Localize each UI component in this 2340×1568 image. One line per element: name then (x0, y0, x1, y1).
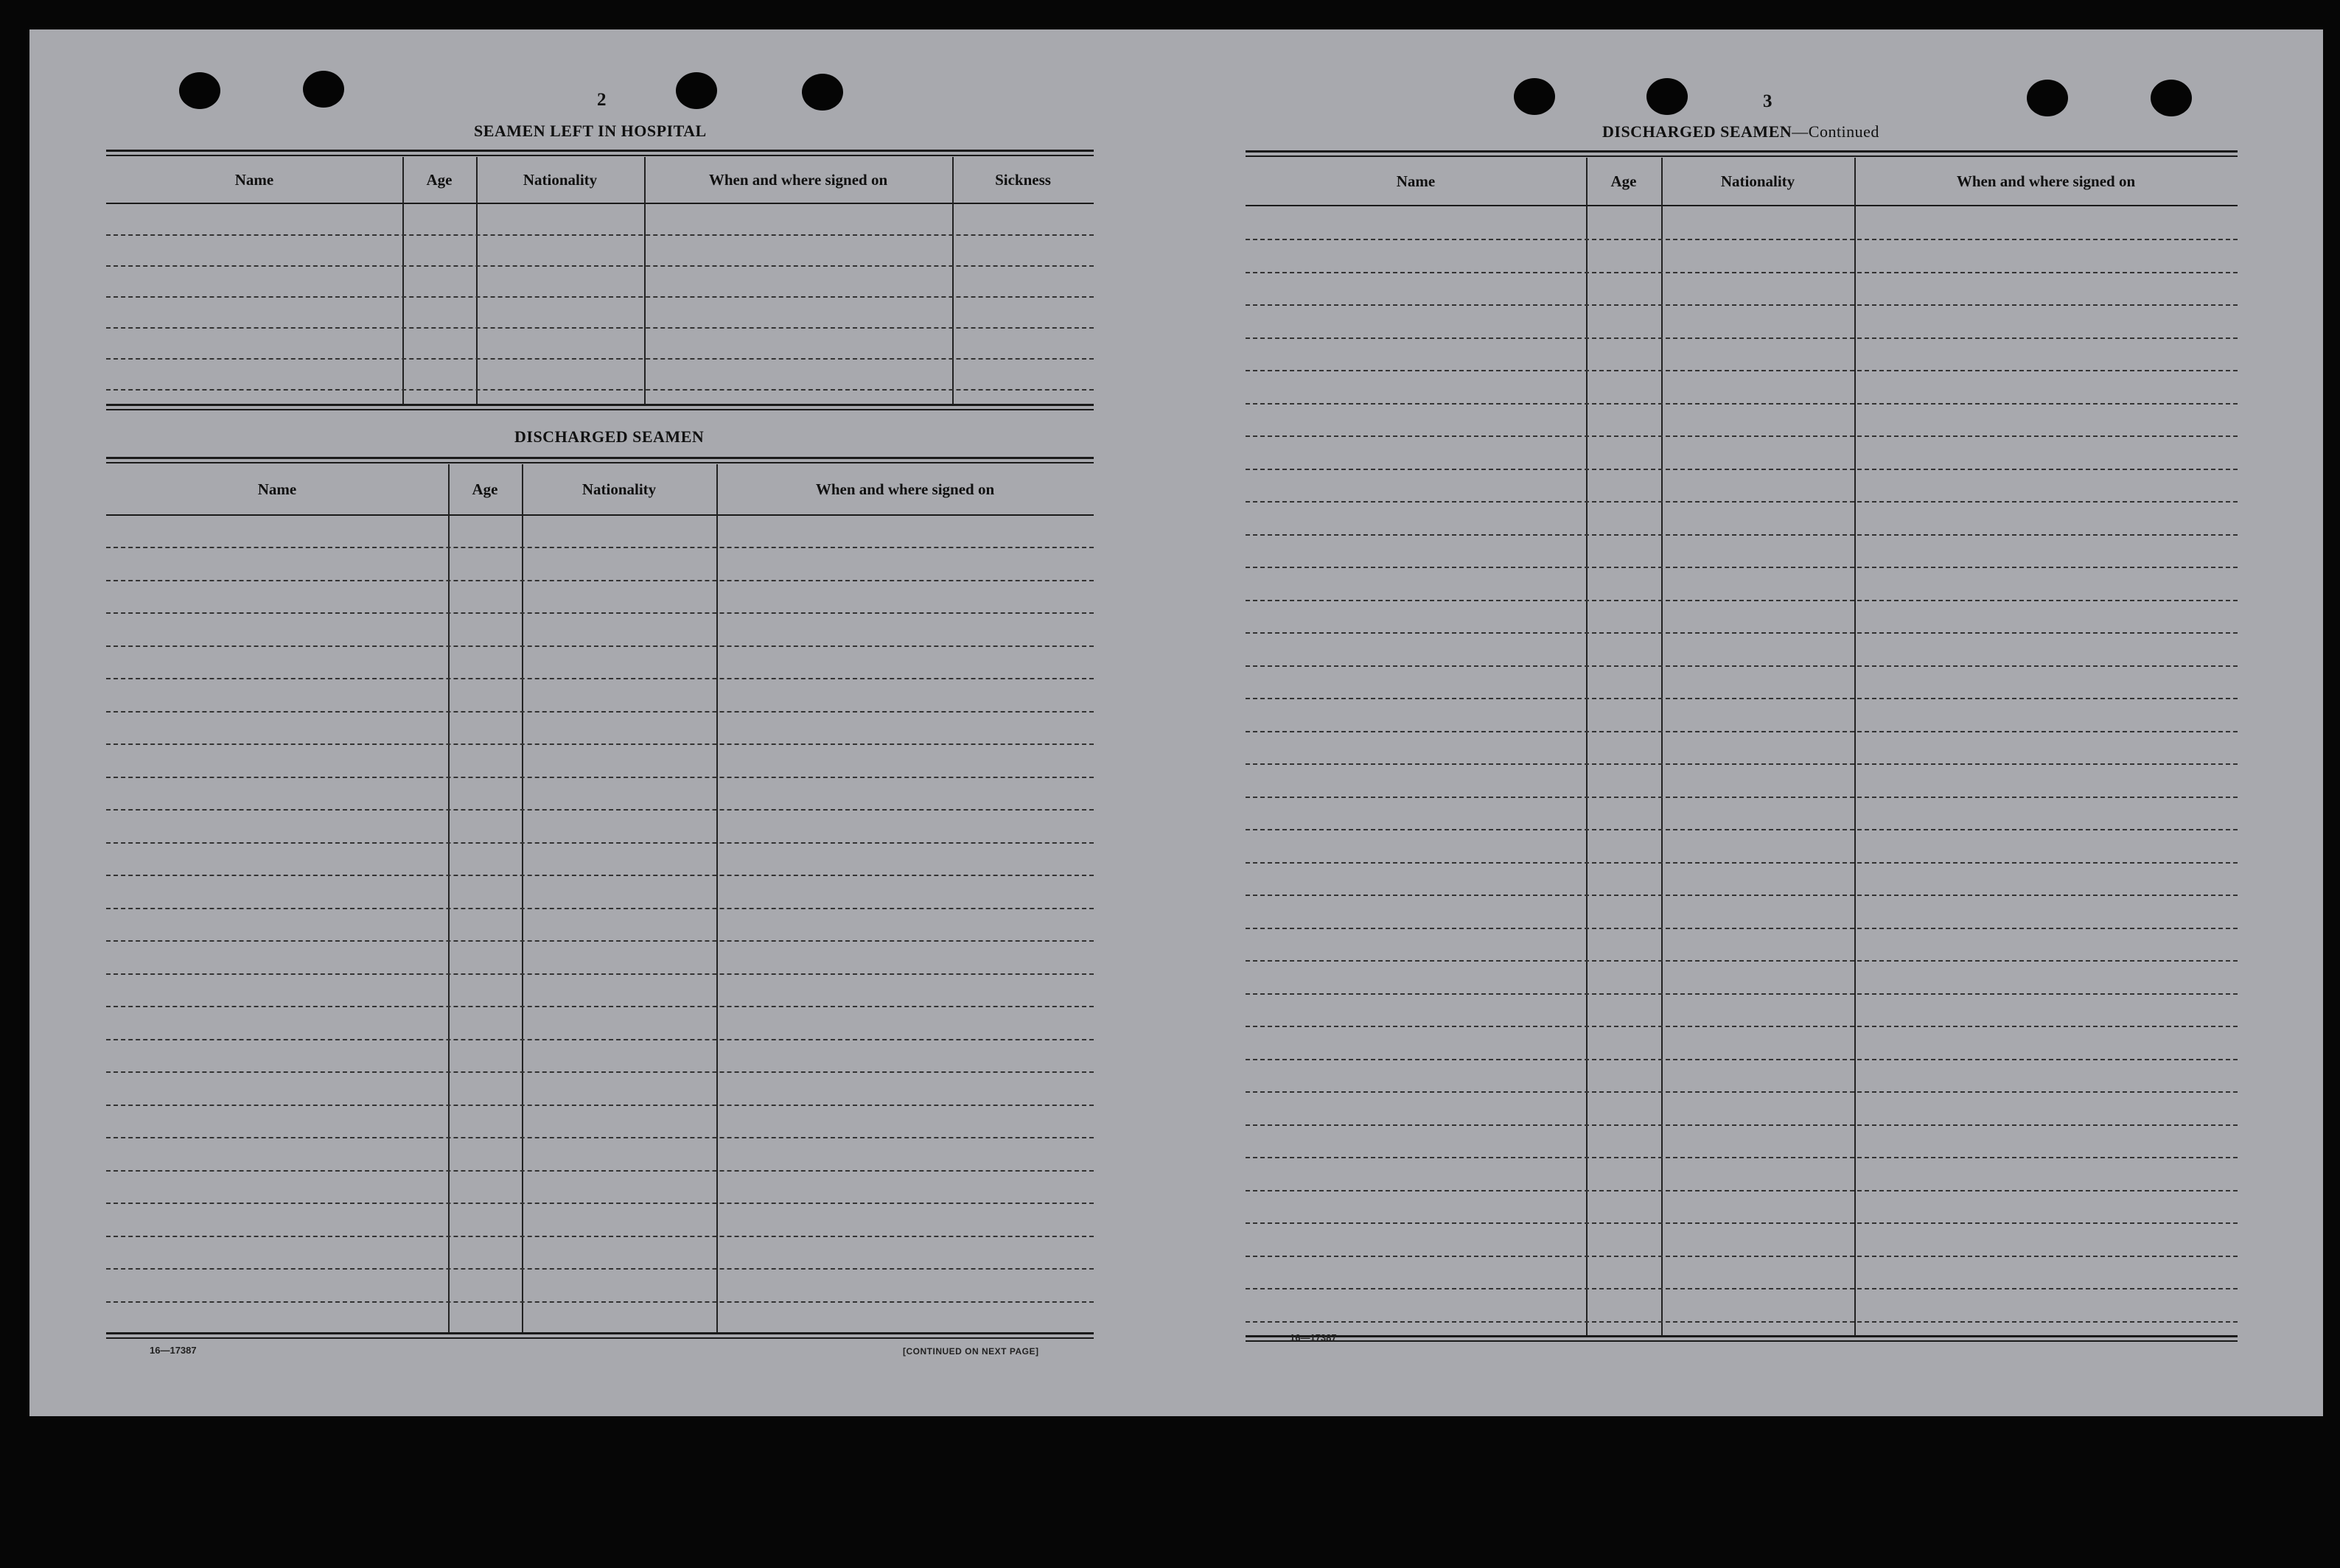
table-row (1246, 1288, 2238, 1289)
table-row (106, 973, 1094, 975)
form-number: 16—17387 (150, 1345, 197, 1356)
discharged-continued-title: DISCHARGED SEAMEN—Continued (1602, 122, 1879, 141)
column-header: Name (234, 170, 274, 189)
table-row (1246, 960, 2238, 962)
table-row (1246, 469, 2238, 470)
table-row (1246, 403, 2238, 405)
discharged-section-title: DISCHARGED SEAMEN (514, 427, 705, 446)
column-header: When and where signed on (708, 170, 888, 189)
table-row (1246, 239, 2238, 240)
table-row (1246, 1321, 2238, 1323)
table-row (106, 711, 1094, 713)
table-row (106, 743, 1094, 745)
table-row (106, 777, 1094, 778)
discharged-table-continued (1246, 150, 2238, 1366)
table-row (1246, 829, 2238, 830)
table-row (1246, 993, 2238, 995)
column-header: Name (1396, 172, 1436, 190)
table-row (1246, 698, 2238, 699)
table-row (1246, 731, 2238, 732)
table-row (106, 875, 1094, 876)
table-row (1246, 895, 2238, 896)
table-row (1246, 370, 2238, 371)
table-row (106, 234, 1094, 236)
table-row (1246, 1190, 2238, 1191)
discharged-table (106, 457, 1094, 1371)
table-header (1246, 158, 2238, 205)
table-row (1246, 763, 2238, 765)
form-sheet (29, 29, 2323, 1416)
column-header: Nationality (523, 170, 598, 189)
table-row (1246, 1026, 2238, 1027)
table-row (1246, 435, 2238, 437)
table-row (1246, 665, 2238, 667)
table-row (1246, 600, 2238, 601)
hospital-section-title: SEAMEN LEFT IN HOSPITAL (474, 122, 707, 140)
column-header: When and where signed on (1956, 172, 2136, 190)
table-row (1246, 1157, 2238, 1158)
table-row (106, 612, 1094, 614)
table-row (106, 1301, 1094, 1303)
table-row (1246, 1222, 2238, 1224)
table-row (1246, 567, 2238, 568)
column-header: Name (257, 480, 297, 498)
column-header: Age (472, 480, 498, 498)
continued-note: [CONTINUED ON NEXT PAGE] (903, 1346, 1039, 1357)
column-header: Age (426, 170, 453, 189)
table-row (106, 1268, 1094, 1270)
table-row (1246, 862, 2238, 864)
table-row (106, 842, 1094, 844)
table-row (106, 809, 1094, 811)
page-number: 2 (597, 90, 607, 110)
table-row (106, 327, 1094, 329)
table-row (106, 547, 1094, 548)
table-row (106, 389, 1094, 391)
table-row (106, 1071, 1094, 1073)
column-header: Nationality (1720, 172, 1795, 190)
table-row (1246, 797, 2238, 798)
column-header: Nationality (581, 480, 657, 498)
table-row (1246, 632, 2238, 634)
column-header: Sickness (995, 170, 1051, 189)
table-row (1246, 304, 2238, 306)
table-row (1246, 337, 2238, 339)
page-number: 3 (1763, 91, 1773, 111)
right-page (1179, 29, 2323, 1416)
table-row (1246, 501, 2238, 503)
table-row (106, 645, 1094, 647)
table-row (106, 358, 1094, 360)
table-row (106, 678, 1094, 679)
table-row (1246, 272, 2238, 273)
table-row (106, 1039, 1094, 1040)
table-row (106, 296, 1094, 298)
table-row (106, 580, 1094, 581)
table-row (106, 1006, 1094, 1007)
left-page (29, 29, 1172, 1416)
column-header: When and where signed on (815, 480, 995, 498)
table-row (1246, 1124, 2238, 1126)
table-row (106, 908, 1094, 909)
table-row (1246, 1256, 2238, 1257)
form-number: 16—17387 (1290, 1332, 1337, 1343)
hospital-table (106, 150, 1094, 437)
table-row (106, 1105, 1094, 1106)
table-row (106, 1137, 1094, 1138)
table-row (1246, 928, 2238, 929)
table-header (106, 157, 1094, 203)
table-row (106, 265, 1094, 267)
table-row (106, 1236, 1094, 1237)
table-row (106, 940, 1094, 942)
table-header (106, 464, 1094, 514)
table-row (1246, 1059, 2238, 1060)
table-row (106, 1203, 1094, 1204)
column-header: Age (1610, 172, 1637, 190)
table-row (1246, 1091, 2238, 1093)
table-row (1246, 534, 2238, 536)
table-row (106, 1170, 1094, 1172)
